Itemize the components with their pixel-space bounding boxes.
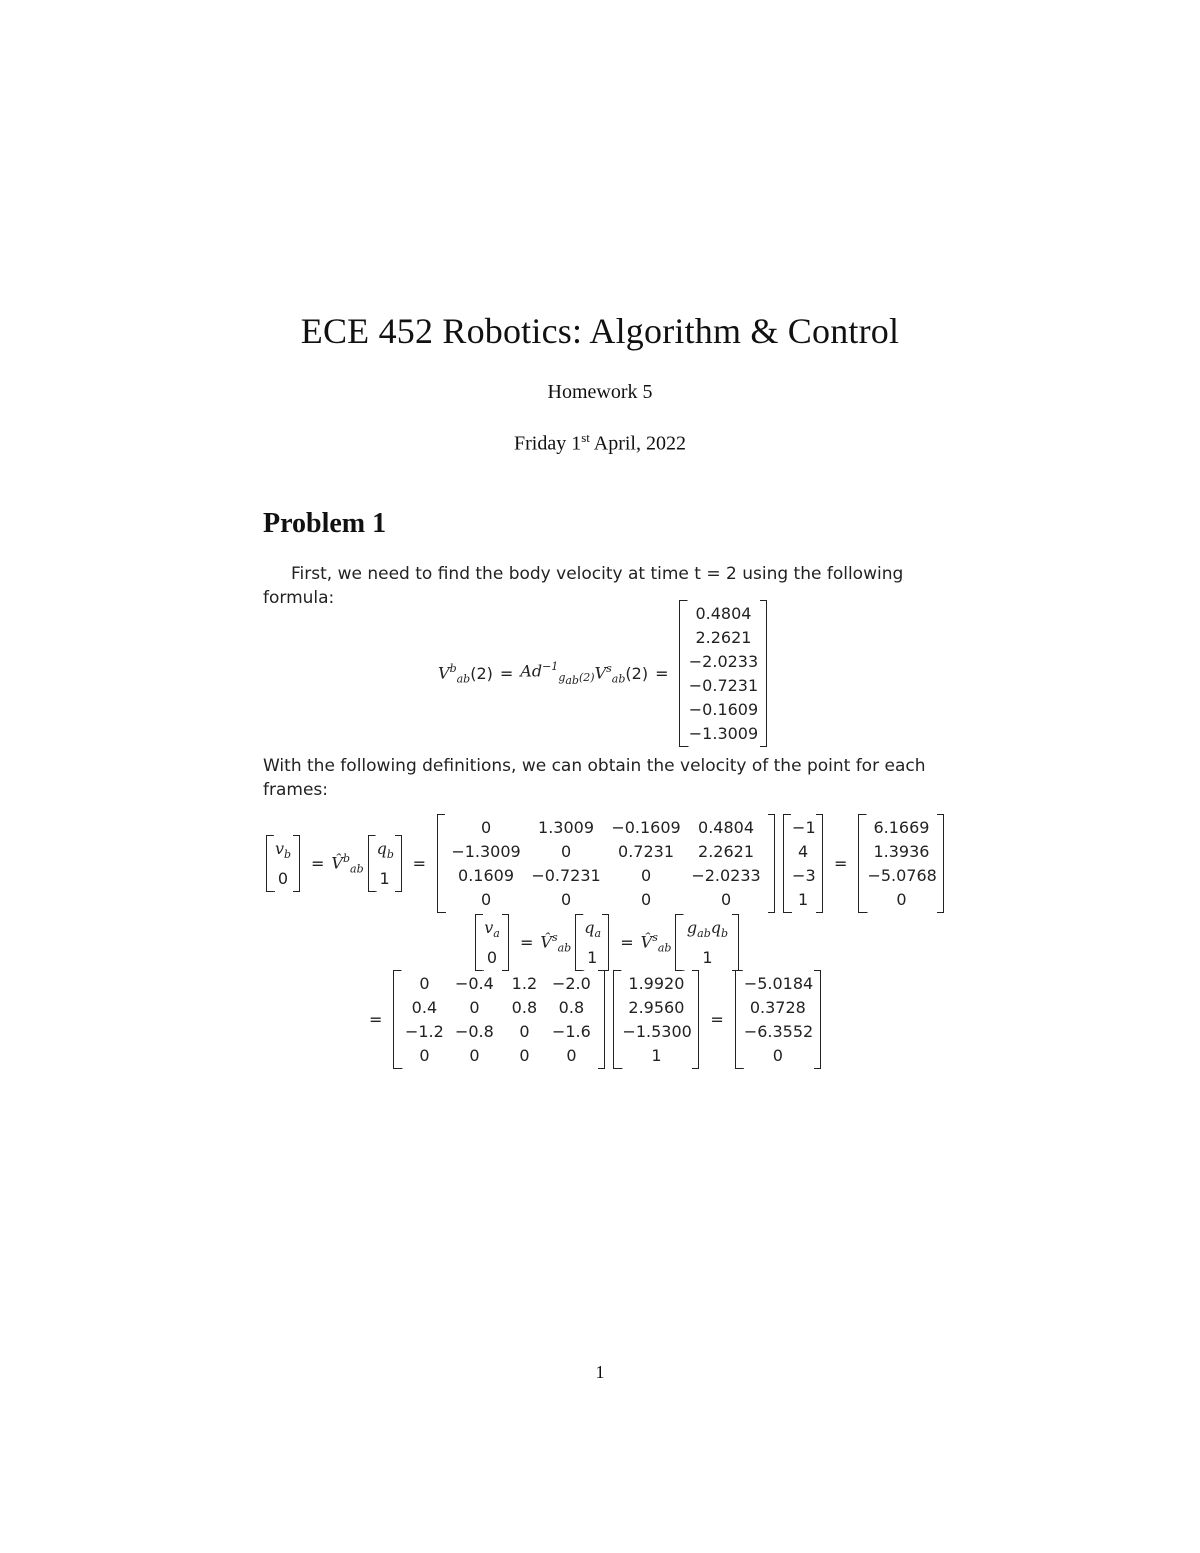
- matrix-cell: 0: [560, 890, 572, 909]
- date-suffix: April, 2022: [589, 432, 686, 455]
- matrix-cell: 6.1669: [873, 818, 930, 837]
- equation-point-velocity-a: [471, 914, 743, 971]
- matrix-cell: −5.0768: [867, 866, 937, 885]
- matrix-cell: −1.3009: [451, 842, 521, 861]
- eq4-eq1: =: [369, 1010, 383, 1029]
- eq2-eq3: =: [834, 854, 848, 873]
- eq3-q-vector: [575, 914, 609, 971]
- matrix-cell: 0: [772, 1046, 783, 1065]
- matrix-cell: 0: [469, 998, 480, 1017]
- date-prefix: Friday 1: [513, 432, 582, 455]
- matrix-cell: −1.6: [551, 1022, 591, 1041]
- matrix-cell: 0: [419, 974, 430, 993]
- eq1-result-vector: [679, 600, 767, 747]
- matrix-cell: $q_a$: [584, 918, 602, 941]
- matrix-cell: 1.3936: [873, 842, 930, 861]
- eq2-q-vector: [368, 835, 402, 892]
- eq1-eq: =: [499, 664, 514, 683]
- matrix-cell: $v_b$: [275, 838, 292, 862]
- matrix-cell: 0: [560, 842, 572, 861]
- section-heading: Problem 1: [263, 508, 387, 539]
- eq4-result-vector: [735, 970, 821, 1069]
- eq2-lhs-vector: [266, 835, 300, 892]
- matrix-cell: −0.4: [454, 974, 494, 993]
- matrix-cell: 0: [519, 1022, 530, 1041]
- matrix-cell: 2.9560: [628, 998, 685, 1017]
- eq1-vs: $V^s_{ab}$: [594, 661, 626, 686]
- document-title: ECE 452 Robotics: Algorithm & Control: [300, 311, 900, 351]
- equation-point-velocity-b: [262, 814, 948, 913]
- matrix-cell: 0: [896, 890, 907, 909]
- matrix-cell: −5.0184: [743, 974, 814, 993]
- date-sup: st: [581, 430, 590, 445]
- matrix-cell: $v_a$: [484, 918, 500, 941]
- matrix-cell: 1.3009: [538, 818, 595, 837]
- eq4-twist-matrix: [393, 970, 605, 1069]
- matrix-cell: 0: [720, 890, 732, 909]
- matrix-cell: 0.8: [558, 998, 585, 1017]
- matrix-cell: 0.3728: [749, 998, 806, 1017]
- matrix-cell: 0: [640, 890, 652, 909]
- eq2-result-vector: [858, 814, 944, 913]
- page-number: 1: [595, 1362, 605, 1382]
- eq1-lhs: $V^b_{ab}$: [438, 661, 471, 686]
- matrix-cell: −1: [792, 818, 816, 837]
- paragraph-2: With the following definitions, we can obtain the velocity of the point for each frames:: [263, 756, 926, 800]
- eq3-eq1: =: [520, 933, 534, 953]
- matrix-cell: 4: [797, 842, 809, 861]
- matrix-cell: −0.1609: [611, 818, 681, 837]
- eq1-arg2: (2): [625, 664, 649, 683]
- equation-point-velocity-a-result: [362, 970, 825, 1069]
- matrix-cell: 0: [566, 1046, 577, 1065]
- matrix-cell: 0: [277, 869, 289, 889]
- matrix-cell: −3: [792, 866, 816, 885]
- matrix-cell: 1: [797, 890, 809, 909]
- matrix-cell: 0.8: [511, 998, 538, 1017]
- eq2-eq1: =: [311, 854, 325, 873]
- matrix-cell: 1.2: [511, 974, 538, 993]
- eq1-ad: $Ad^{-1}_{g_{ab}(2)}$: [520, 660, 595, 687]
- homework-label: Homework 5: [547, 381, 653, 403]
- matrix-cell: $g_{ab}q_b$: [686, 918, 729, 941]
- eq3-g-vector: [675, 914, 739, 971]
- matrix-cell: −2.0: [551, 974, 591, 993]
- matrix-cell: 0: [640, 866, 652, 885]
- matrix-cell: −6.3552: [743, 1022, 814, 1041]
- eq3-eq2: =: [620, 933, 634, 953]
- matrix-cell: 1: [651, 1046, 662, 1065]
- matrix-cell: 0: [480, 890, 492, 909]
- eq2-vhat: V̂$^b_{ab}$: [331, 851, 364, 876]
- eq3-lhs-vector: [475, 914, 509, 971]
- eq2-twist-matrix: [437, 814, 775, 913]
- matrix-cell: 2.2621: [695, 628, 752, 647]
- matrix-cell: 1: [587, 948, 598, 968]
- matrix-cell: −0.7231: [531, 866, 601, 885]
- matrix-cell: −2.0233: [691, 866, 761, 885]
- eq4-point-vector: [613, 970, 699, 1069]
- eq3-vhat2: V̂$^s_{ab}$: [640, 930, 672, 955]
- eq2-eq2: =: [412, 854, 427, 873]
- matrix-cell: 1.9920: [628, 974, 685, 993]
- matrix-cell: −1.3009: [688, 724, 759, 743]
- matrix-cell: −0.8: [454, 1022, 494, 1041]
- matrix-cell: −2.0233: [688, 652, 759, 671]
- matrix-cell: 0.4804: [695, 604, 752, 623]
- matrix-cell: 2.2621: [698, 842, 755, 861]
- matrix-cell: 0: [480, 818, 492, 837]
- matrix-cell: −1.5300: [622, 1022, 692, 1041]
- matrix-cell: 1: [702, 948, 713, 968]
- eq4-eq2: =: [710, 1010, 724, 1029]
- matrix-cell: 1: [379, 869, 390, 889]
- eq2-point-vector: [783, 814, 823, 913]
- eq1-eq2: =: [655, 664, 669, 683]
- matrix-cell: 0: [419, 1046, 430, 1065]
- equation-body-velocity: [438, 600, 771, 747]
- matrix-cell: 0.7231: [618, 842, 675, 861]
- matrix-cell: 0.1609: [458, 866, 515, 885]
- matrix-cell: 0: [469, 1046, 480, 1065]
- paragraph-1-text: First, we need to find the body velocity at time t = 2 using the following formula:: [263, 564, 904, 608]
- document-date: [0, 430, 1200, 456]
- eq1-arg: (2): [470, 664, 493, 683]
- matrix-cell: −1.2: [404, 1022, 444, 1041]
- matrix-cell: 0.4: [411, 998, 438, 1017]
- matrix-cell: $q_b$: [376, 838, 394, 862]
- matrix-cell: −0.7231: [688, 676, 759, 695]
- matrix-cell: −0.1609: [688, 700, 759, 719]
- matrix-cell: 0: [486, 948, 498, 968]
- matrix-cell: 0: [519, 1046, 530, 1065]
- eq3-vhat: V̂$^s_{ab}$: [540, 930, 572, 955]
- matrix-cell: 0.4804: [698, 818, 755, 837]
